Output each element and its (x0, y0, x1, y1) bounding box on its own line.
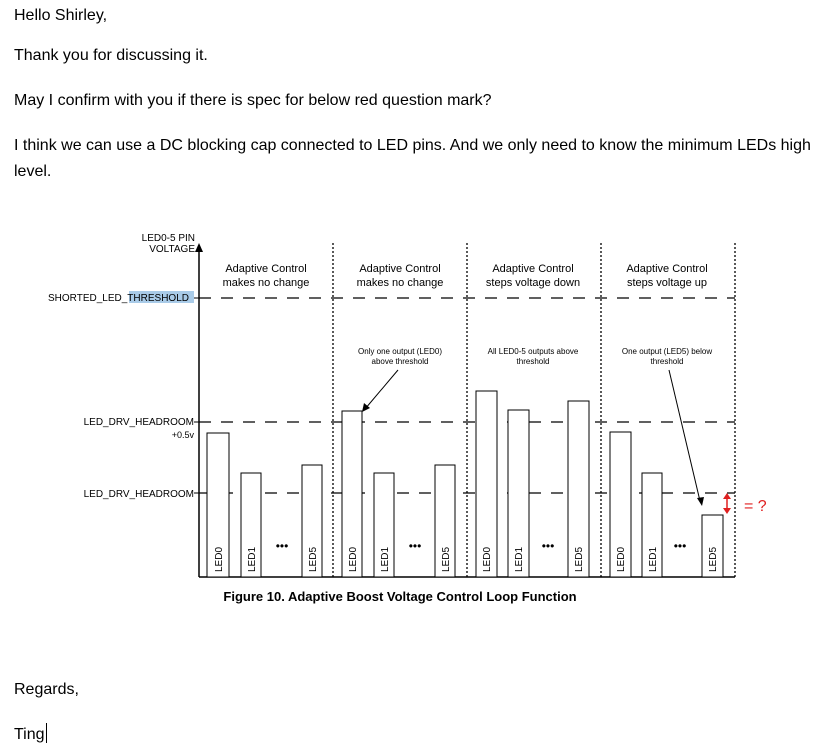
y-axis-arrow (195, 243, 203, 252)
body-line-thanks: Thank you for discussing it. (14, 47, 208, 64)
note-arrow (365, 370, 398, 409)
signature: Ting (14, 726, 45, 743)
ellipsis: ••• (275, 539, 289, 553)
y-axis-label-line1: LED0-5 PIN (141, 233, 195, 244)
panel-title-line1: Adaptive Control (225, 263, 307, 275)
bar-label-led5: LED5 (574, 546, 585, 572)
bar-label-led1: LED1 (514, 546, 525, 572)
ellipsis: ••• (673, 539, 687, 553)
bar-label-led0: LED0 (214, 546, 225, 572)
red-gap-arrow (723, 493, 731, 514)
figure-caption: Figure 10. Adaptive Boost Voltage Control Loop Function (223, 589, 577, 604)
bar-label-led1: LED1 (380, 546, 391, 572)
bar-label-led0: LED0 (616, 546, 627, 572)
panel-note-line2: above threshold (371, 357, 429, 366)
panel-title-line2: steps voltage up (626, 277, 708, 289)
panel-note-line1: All LED0-5 outputs above (487, 347, 579, 356)
panel-title-line1: Adaptive Control (626, 263, 708, 275)
text-cursor (46, 723, 47, 743)
bar-label-led0: LED0 (348, 546, 359, 572)
greeting: Hello Shirley, (14, 7, 108, 24)
y-axis-label-line2: VOLTAGE (149, 244, 195, 255)
ellipsis: ••• (541, 539, 555, 553)
closing: Regards, (14, 681, 79, 698)
level-label-headroom-plus: LED_DRV_HEADROOM (83, 417, 194, 428)
level-label-shorted: SHORTED_LED_THRESHOLD (48, 293, 189, 304)
panel-title-line1: Adaptive Control (492, 263, 574, 275)
panel-2 (342, 263, 455, 577)
panel-note-line1: One output (LED5) below (621, 347, 713, 356)
panel-title-line2: makes no change (356, 277, 444, 289)
panel-1 (207, 263, 322, 577)
body-line-question: May I confirm with you if there is spec for below red question mark? (14, 92, 492, 109)
panel-note-line2: threshold (650, 357, 684, 366)
ellipsis: ••• (408, 539, 422, 553)
bar-label-led5: LED5 (441, 546, 452, 572)
bar-label-led1: LED1 (247, 546, 258, 572)
level-label-headroom-plus-offset: +0.5v (171, 430, 194, 440)
panel-4 (610, 263, 767, 577)
note-arrow (669, 370, 700, 501)
note-arrowhead (697, 497, 704, 506)
panel-title-line2: makes no change (222, 277, 310, 289)
panel-note-line2: threshold (516, 357, 550, 366)
bar-label-led5: LED5 (708, 546, 719, 572)
level-label-headroom: LED_DRV_HEADROOM (83, 489, 194, 500)
signature-line[interactable] (14, 722, 47, 748)
question-annotation: = ? (744, 498, 767, 515)
panel-3 (476, 263, 589, 577)
bar-label-led1: LED1 (648, 546, 659, 572)
bar-label-led0: LED0 (482, 546, 493, 572)
panel-title-line2: steps voltage down (485, 277, 581, 289)
body-line-proposal: I think we can use a DC blocking cap connected to LED pins. And we only need to know the minimum LEDs high level. (14, 137, 811, 180)
bar-label-led5: LED5 (308, 546, 319, 572)
panel-note-line1: Only one output (LED0) (357, 347, 443, 356)
panel-title-line1: Adaptive Control (359, 263, 441, 275)
